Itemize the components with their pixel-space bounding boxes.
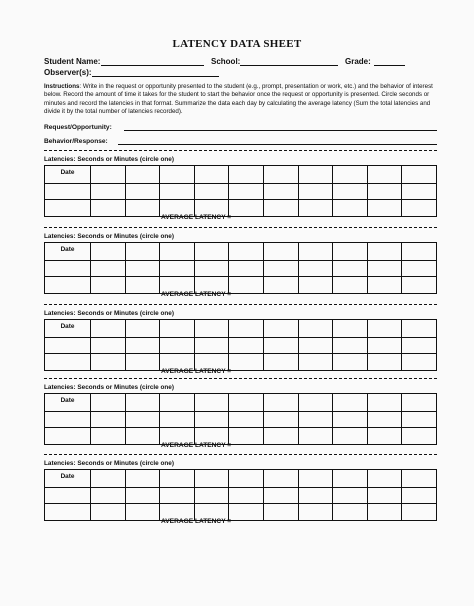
table-cell[interactable] xyxy=(401,470,436,487)
behavior-label: Behavior/Response: xyxy=(44,138,108,145)
table-cell[interactable] xyxy=(228,166,263,183)
table-row xyxy=(45,470,436,487)
table-cell[interactable] xyxy=(332,412,367,428)
student-name-field[interactable] xyxy=(101,65,204,66)
table-cell[interactable] xyxy=(367,428,402,444)
table-cell[interactable] xyxy=(263,243,298,260)
average-latency-label: AVERAGE LATENCY = xyxy=(161,214,232,221)
table-cell[interactable] xyxy=(194,394,229,411)
date-label: Date xyxy=(60,323,75,330)
table-cell[interactable] xyxy=(159,166,194,183)
table-cell[interactable] xyxy=(125,394,160,411)
table-cell[interactable] xyxy=(159,488,194,504)
table-cell[interactable] xyxy=(263,394,298,411)
table-cell[interactable] xyxy=(332,394,367,411)
table-cell[interactable] xyxy=(401,488,436,504)
table-row xyxy=(45,353,436,370)
table-cell[interactable] xyxy=(228,200,263,216)
latency-table xyxy=(44,393,437,445)
table-cell[interactable] xyxy=(298,488,333,504)
table-cell[interactable] xyxy=(263,488,298,504)
table-row xyxy=(45,260,436,277)
table-cell[interactable] xyxy=(45,428,90,444)
table-cell[interactable] xyxy=(298,338,333,354)
table-cell[interactable] xyxy=(298,428,333,444)
section-divider xyxy=(44,227,437,228)
table-cell[interactable] xyxy=(263,261,298,277)
table-cell[interactable] xyxy=(332,184,367,200)
table-cell[interactable] xyxy=(263,338,298,354)
table-cell[interactable] xyxy=(90,166,125,183)
table-cell[interactable] xyxy=(125,261,160,277)
table-cell[interactable] xyxy=(159,243,194,260)
table-cell[interactable] xyxy=(90,243,125,260)
page-title: LATENCY DATA SHEET xyxy=(172,38,302,50)
table-cell[interactable] xyxy=(194,338,229,354)
table-row xyxy=(45,183,436,200)
table-row xyxy=(45,337,436,354)
table-cell[interactable] xyxy=(159,184,194,200)
table-cell[interactable] xyxy=(90,261,125,277)
table-cell[interactable] xyxy=(263,354,298,370)
average-latency-label: AVERAGE LATENCY = xyxy=(161,291,232,298)
table-cell[interactable] xyxy=(401,394,436,411)
table-cell[interactable] xyxy=(332,428,367,444)
latency-table xyxy=(44,165,437,217)
table-cell[interactable] xyxy=(90,394,125,411)
table-cell[interactable] xyxy=(228,412,263,428)
instructions-text: : Write in the request or opportunity presented to the student (e.g., prompt, presentation or work, etc.) and the behavior of interest below. Record the amount of time it takes for the student to start the behavior once the request or opportunity is presented. Circle seconds or minutes and record the latencies in that format. Summarize the data each day by calculating the average latency (Sum the total latencies and divide it by the total number of latencies recorded). xyxy=(44,83,433,115)
table-cell[interactable] xyxy=(298,320,333,337)
table-cell[interactable] xyxy=(367,261,402,277)
table-cell[interactable] xyxy=(263,184,298,200)
school-label: School: xyxy=(211,57,241,66)
table-cell[interactable] xyxy=(263,470,298,487)
table-cell[interactable] xyxy=(298,184,333,200)
table-cell[interactable] xyxy=(159,412,194,428)
table-cell[interactable] xyxy=(228,394,263,411)
latency-units-label: Latencies: Seconds or Minutes (circle one) xyxy=(44,233,174,240)
table-cell[interactable] xyxy=(194,320,229,337)
table-cell[interactable] xyxy=(367,504,402,520)
table-cell[interactable] xyxy=(367,338,402,354)
date-label: Date xyxy=(60,397,75,404)
table-cell[interactable] xyxy=(367,320,402,337)
table-cell[interactable] xyxy=(401,261,436,277)
section-divider xyxy=(44,454,437,455)
table-cell[interactable] xyxy=(45,488,90,504)
table-cell[interactable] xyxy=(194,261,229,277)
table-cell[interactable] xyxy=(159,394,194,411)
table-cell[interactable] xyxy=(263,320,298,337)
table-cell[interactable] xyxy=(228,354,263,370)
table-cell[interactable] xyxy=(90,200,125,216)
table-cell[interactable] xyxy=(194,470,229,487)
table-cell[interactable] xyxy=(367,412,402,428)
table-cell[interactable] xyxy=(401,277,436,293)
table-cell[interactable] xyxy=(125,354,160,370)
table-cell[interactable] xyxy=(194,243,229,260)
observers-label: Observer(s): xyxy=(44,68,92,77)
table-cell[interactable] xyxy=(401,243,436,260)
table-cell[interactable] xyxy=(228,470,263,487)
table-cell[interactable] xyxy=(332,200,367,216)
average-latency-label: AVERAGE LATENCY = xyxy=(161,442,232,449)
section-divider xyxy=(44,304,437,305)
table-cell[interactable] xyxy=(125,488,160,504)
table-row xyxy=(45,276,436,293)
table-cell[interactable] xyxy=(45,412,90,428)
table-row xyxy=(45,243,436,260)
table-row xyxy=(45,411,436,428)
table-cell[interactable] xyxy=(45,184,90,200)
table-cell[interactable] xyxy=(125,412,160,428)
latency-units-label: Latencies: Seconds or Minutes (circle one) xyxy=(44,156,174,163)
table-cell[interactable] xyxy=(298,412,333,428)
date-label: Date xyxy=(60,473,75,480)
table-cell[interactable] xyxy=(263,200,298,216)
table-row xyxy=(45,199,436,216)
table-row xyxy=(45,427,436,444)
table-cell[interactable] xyxy=(263,428,298,444)
table-cell[interactable] xyxy=(401,200,436,216)
table-cell[interactable] xyxy=(367,394,402,411)
table-cell[interactable] xyxy=(228,320,263,337)
table-cell[interactable] xyxy=(125,338,160,354)
table-cell[interactable] xyxy=(90,277,125,293)
table-cell[interactable] xyxy=(401,354,436,370)
table-cell[interactable] xyxy=(367,200,402,216)
table-cell[interactable] xyxy=(45,338,90,354)
table-cell[interactable] xyxy=(228,184,263,200)
table-cell[interactable] xyxy=(298,354,333,370)
table-cell[interactable] xyxy=(298,200,333,216)
table-cell[interactable] xyxy=(332,261,367,277)
table-cell[interactable] xyxy=(90,428,125,444)
instructions-label: Instructions xyxy=(44,83,80,90)
behavior-field[interactable] xyxy=(118,144,437,145)
table-row xyxy=(45,394,436,411)
table-cell[interactable] xyxy=(401,412,436,428)
table-cell[interactable] xyxy=(367,243,402,260)
table-cell[interactable] xyxy=(332,320,367,337)
table-cell[interactable] xyxy=(45,354,90,370)
table-cell[interactable] xyxy=(228,261,263,277)
latency-units-label: Latencies: Seconds or Minutes (circle one) xyxy=(44,460,174,467)
table-cell[interactable] xyxy=(125,184,160,200)
latency-units-label: Latencies: Seconds or Minutes (circle one) xyxy=(44,310,174,317)
table-cell[interactable] xyxy=(367,184,402,200)
table-cell[interactable] xyxy=(228,243,263,260)
table-cell[interactable] xyxy=(332,243,367,260)
table-cell[interactable] xyxy=(159,261,194,277)
table-cell[interactable] xyxy=(228,488,263,504)
table-cell[interactable] xyxy=(194,412,229,428)
date-label: Date xyxy=(60,246,75,253)
table-cell[interactable] xyxy=(125,200,160,216)
table-row xyxy=(45,166,436,183)
table-row xyxy=(45,503,436,520)
latency-table xyxy=(44,469,437,521)
table-cell[interactable] xyxy=(90,488,125,504)
table-cell[interactable] xyxy=(367,470,402,487)
student-name-label: Student Name: xyxy=(44,57,101,66)
table-cell[interactable] xyxy=(90,504,125,520)
grade-label: Grade: xyxy=(345,57,371,66)
table-cell[interactable] xyxy=(298,166,333,183)
table-cell[interactable] xyxy=(194,184,229,200)
table-cell[interactable] xyxy=(367,166,402,183)
table-cell[interactable] xyxy=(125,277,160,293)
table-cell[interactable] xyxy=(228,338,263,354)
table-row xyxy=(45,487,436,504)
table-cell[interactable] xyxy=(367,354,402,370)
table-cell[interactable] xyxy=(125,504,160,520)
latency-table xyxy=(44,319,437,371)
school-field[interactable] xyxy=(240,65,338,66)
table-cell[interactable] xyxy=(228,428,263,444)
latency-table xyxy=(44,242,437,294)
request-label: Request/Opportunity: xyxy=(44,124,112,131)
table-row xyxy=(45,320,436,337)
table-cell[interactable] xyxy=(263,277,298,293)
request-field[interactable] xyxy=(124,130,437,131)
table-cell[interactable] xyxy=(125,428,160,444)
table-cell[interactable] xyxy=(332,166,367,183)
table-cell[interactable] xyxy=(401,428,436,444)
date-label: Date xyxy=(60,169,75,176)
table-cell[interactable] xyxy=(401,166,436,183)
table-cell[interactable] xyxy=(90,320,125,337)
table-cell[interactable] xyxy=(228,277,263,293)
table-cell[interactable] xyxy=(45,504,90,520)
instructions xyxy=(44,83,436,116)
table-cell[interactable] xyxy=(263,412,298,428)
latency-units-label: Latencies: Seconds or Minutes (circle one) xyxy=(44,384,174,391)
average-latency-label: AVERAGE LATENCY = xyxy=(161,368,232,375)
table-cell[interactable] xyxy=(90,354,125,370)
table-cell[interactable] xyxy=(159,338,194,354)
table-cell[interactable] xyxy=(298,470,333,487)
table-cell[interactable] xyxy=(159,320,194,337)
table-cell[interactable] xyxy=(90,184,125,200)
table-cell[interactable] xyxy=(298,243,333,260)
table-cell[interactable] xyxy=(228,504,263,520)
table-cell[interactable] xyxy=(367,277,402,293)
table-cell[interactable] xyxy=(45,261,90,277)
table-cell[interactable] xyxy=(332,354,367,370)
table-cell[interactable] xyxy=(90,412,125,428)
grade-field[interactable] xyxy=(374,65,405,66)
table-cell[interactable] xyxy=(332,488,367,504)
table-cell[interactable] xyxy=(401,338,436,354)
table-cell[interactable] xyxy=(263,166,298,183)
table-cell[interactable] xyxy=(298,261,333,277)
table-cell[interactable] xyxy=(401,504,436,520)
table-cell[interactable] xyxy=(194,488,229,504)
table-cell[interactable] xyxy=(332,277,367,293)
table-cell[interactable] xyxy=(332,338,367,354)
section-divider xyxy=(44,150,437,151)
table-cell[interactable] xyxy=(298,504,333,520)
table-cell[interactable] xyxy=(298,277,333,293)
table-cell[interactable] xyxy=(194,166,229,183)
table-cell[interactable] xyxy=(263,504,298,520)
table-cell[interactable] xyxy=(298,394,333,411)
section-divider xyxy=(44,378,437,379)
observers-field[interactable] xyxy=(92,76,219,77)
table-cell[interactable] xyxy=(401,184,436,200)
table-cell[interactable] xyxy=(90,338,125,354)
table-cell[interactable] xyxy=(332,504,367,520)
table-cell[interactable] xyxy=(90,470,125,487)
table-cell[interactable] xyxy=(45,200,90,216)
table-cell[interactable] xyxy=(125,166,160,183)
table-cell[interactable] xyxy=(45,277,90,293)
table-cell[interactable] xyxy=(367,488,402,504)
average-latency-label: AVERAGE LATENCY = xyxy=(161,518,232,525)
table-cell[interactable] xyxy=(125,320,160,337)
table-cell[interactable] xyxy=(125,243,160,260)
table-cell[interactable] xyxy=(159,470,194,487)
table-cell[interactable] xyxy=(332,470,367,487)
table-cell[interactable] xyxy=(125,470,160,487)
table-cell[interactable] xyxy=(401,320,436,337)
